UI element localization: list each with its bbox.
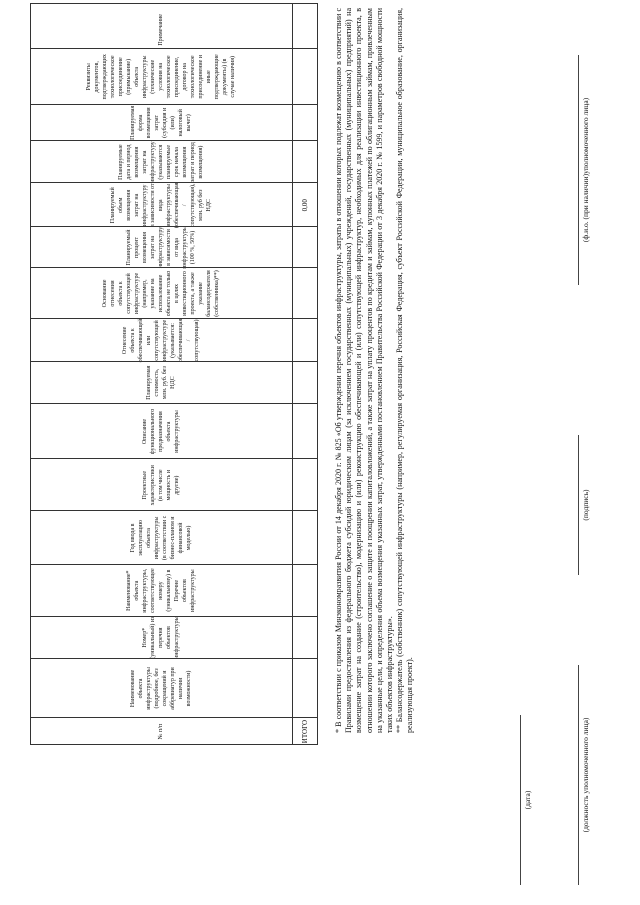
column-header-9: Отнесение объекта к обеспечивающей или сопутствующей инфраструктуре (указывается: обеспечивающая / сопутствующая) — [122, 318, 200, 363]
column-header-3: Номер* (уникальный) из перечня объектов инфраструктуры — [142, 616, 180, 659]
column-header-13: Планируемые дата и период возмещения затрат на инфраструктуру (указываются планируемые срок начала возмещения затрат и период возмещения) — [118, 141, 204, 183]
row-divider — [30, 267, 318, 268]
column-header-6: Проектные характеристики (в том числе мощность и другие) — [142, 465, 180, 506]
total-value: 0,00 — [301, 199, 309, 212]
header-bottom-line — [292, 3, 293, 745]
column-header-5: Год ввода в эксплуатацию объекта инфраструктуры (в соответствии с бизнес-планом и финансовой моделью) — [130, 515, 192, 561]
column-header-2: Наименование объекта инфраструктуры (подробное, без сокращений и аббревиатур при наличии возможности) — [130, 667, 192, 710]
footnotes — [334, 8, 416, 733]
footnote-1: * В соответствии с приказом Минэкономразвития России от 14 декабря 2020 г. № 825 «Об утверждении перечня объектов инфраструктуры, затраты в отношении которых подлежат возмещению в соответствии с Правилами предоставления из федерального бюджета субсидий юридическим лицам (за исключением государственных (муниципальных) учреждений, государственных (муниципальных) предприятий) на возмещение затрат на создание (строительство), модернизацию и (или) реконструкцию обеспечивающей и (или) сопутствующей инфраструктур, необходимых для реализации инвестиционного проекта, в отношении которого заключено соглашение о защите и поощрении капиталовложений, а также затрат на уплату процентов по кредитам и займам, купонных платежей по облигационным займам, привлеченным на указанные цели, и определения объема возмещения указанных затрат, утвержденными постановлением Правительства Российской Федерации от 3 декабря 2020 г. № 1599, и параметров свободной мощности таких объектов инфраструктуры». — [334, 8, 395, 733]
footnote-2: ** Балансодержатель (собственник) сопутствующей инфраструктуры (например, регулируемая организация, Российская Федерация, субъект Российской Федерации, муниципальное образование, организация, реализующая проект). — [395, 8, 415, 733]
column-header-8: Планируемая стоимость, млн. руб. без НДС — [146, 365, 176, 400]
row-divider — [30, 104, 318, 105]
column-header-10: Основание отнесения объекта к сопутствующей инфраструктуре (например, указание на использование объекта не только в целях инвестиционного проекта, а также указание балансодержателя (собственника)**) — [102, 270, 220, 317]
row-divider — [30, 616, 318, 617]
row-divider — [30, 458, 318, 459]
name-label: (ф.и.о. (при наличии)уполномоченного лица) — [581, 97, 590, 243]
position-line — [578, 665, 579, 885]
row-divider — [30, 717, 318, 718]
row-divider — [30, 226, 318, 227]
signature-line — [578, 435, 579, 575]
date-label: (дата) — [523, 790, 532, 810]
column-header-1: № п/п — [157, 723, 164, 740]
column-header-12: Планируемый объем возмещения затрат на инфраструктуру в зависимости от вида инфраструктуры (обеспечивающая / сопутствующая), млн. руб без НДС — [110, 182, 212, 228]
row-divider — [30, 403, 318, 404]
column-header-7: Описание функционального предназначения объекта инфраструктуры — [142, 408, 180, 455]
column-header-11: Планируемый процент возмещения затрат на инфраструктуру в зависимости от вида инфраструктуры (100 %, 50%) — [126, 226, 196, 269]
name-line — [578, 55, 579, 285]
column-header-14: Планируемая форма возмещения затрат (субсидия и (или) налоговый вычет) — [130, 105, 192, 140]
row-divider — [30, 361, 318, 362]
date-line — [520, 715, 521, 885]
row-divider — [30, 182, 318, 183]
row-divider — [30, 48, 318, 49]
column-header-16: Примечание — [158, 14, 164, 46]
row-divider — [30, 564, 318, 565]
position-label: (должность уполномоченного лица) — [581, 717, 590, 833]
infrastructure-table — [30, 3, 318, 745]
row-divider — [30, 510, 318, 511]
column-header-15: Реквизиты документов, подтверждающих технологическое присоединение (примыкание) объекта инфраструктуры (технические условия на технологическое присоединение, договор на технологическое присоединение и иные подтверждающие документы) (в случае наличия) — [86, 54, 236, 100]
row-divider — [30, 318, 318, 319]
row-divider — [30, 140, 318, 141]
total-label: ИТОГО — [301, 719, 309, 744]
column-header-4: Наименование* объекта инфраструктуры, соответствующее номеру (уникальному) в Перечне объектов инфраструктуры — [126, 568, 196, 614]
row-divider — [30, 658, 318, 659]
signature-label: (подпись) — [581, 489, 590, 521]
